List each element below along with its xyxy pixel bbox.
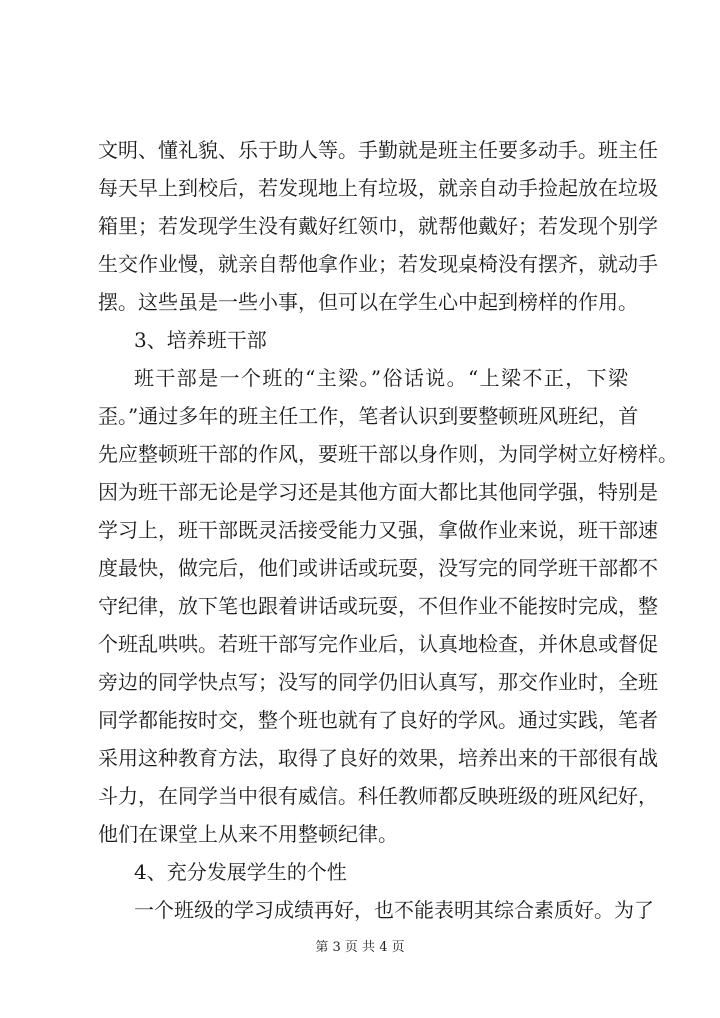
- paragraph-line: 旁边的同学快点写；没写的同学仍旧认真写，那交作业时，全班: [98, 670, 658, 694]
- paragraph-line: 同学都能按时交，整个班也就有了良好的学风。通过实践，笔者: [98, 708, 658, 732]
- paragraph-line: 生交作业慢，就亲自帮他拿作业；若发现桌椅没有摆齐，就动手: [98, 252, 658, 276]
- paragraph-line: 摆。这些虽是一些小事，但可以在学生心中起到榜样的作用。: [98, 290, 638, 314]
- paragraph-line: 文明、懂礼貌、乐于助人等。手勤就是班主任要多动手。班主任: [98, 138, 658, 162]
- paragraph-line: 采用这种教育方法，取得了良好的效果，培养出来的干部很有战: [98, 746, 658, 770]
- paragraph-line: 班干部是一个班的“主梁。”俗话说。“上梁不正，下梁: [134, 366, 628, 390]
- paragraph-line: 因为班干部无论是学习还是其他方面大都比其他同学强，特别是: [98, 480, 658, 504]
- paragraph-line: 每天早上到校后，若发现地上有垃圾，就亲自动手捡起放在垃圾: [98, 176, 658, 200]
- section-heading: 4、充分发展学生的个性: [134, 860, 347, 884]
- paragraph-line: 先应整顿班干部的作风，要班干部以身作则，为同学树立好榜样。: [98, 442, 678, 466]
- section-heading: 3、培养班干部: [134, 328, 267, 352]
- paragraph-line: 度最快，做完后，他们或讲话或玩耍，没写完的同学班干部都不: [98, 556, 658, 580]
- paragraph-line: 箱里；若发现学生没有戴好红领巾，就帮他戴好；若发现个别学: [98, 214, 658, 238]
- paragraph-line: 个班乱哄哄。若班干部写完作业后，认真地检查，并休息或督促: [98, 632, 658, 656]
- paragraph-line: 歪。”通过多年的班主任工作，笔者认识到要整顿班风班纪，首: [98, 404, 639, 428]
- page-footer: 第 3 页 共 4 页: [315, 940, 405, 955]
- paragraph-line: 斗力，在同学当中很有威信。科任教师都反映班级的班风纪好，: [98, 784, 658, 808]
- paragraph-line: 守纪律，放下笔也跟着讲话或玩耍，不但作业不能按时完成，整: [98, 594, 658, 618]
- paragraph-line: 学习上，班干部既灵活接受能力又强，拿做作业来说，班干部速: [98, 518, 658, 542]
- paragraph-line: 他们在课堂上从来不用整顿纪律。: [98, 822, 398, 846]
- paragraph-line: 一个班级的学习成绩再好，也不能表明其综合素质好。为了: [134, 898, 654, 922]
